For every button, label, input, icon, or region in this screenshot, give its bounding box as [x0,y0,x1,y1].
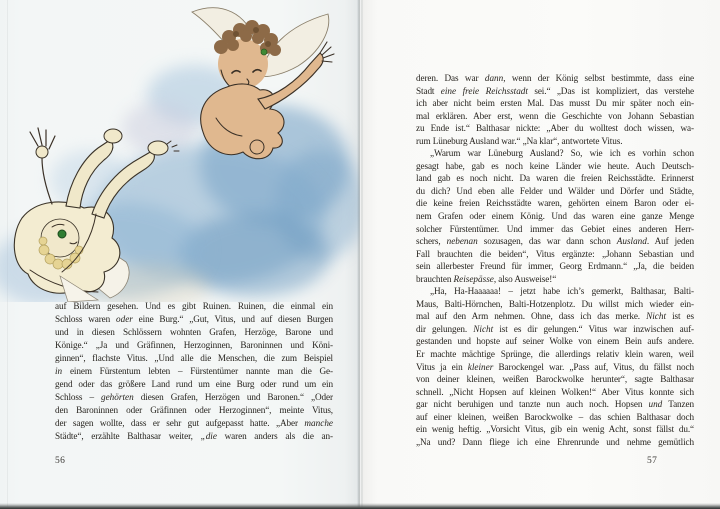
text-line: du dich? Und eben alle Felder und Wälder und Dörfer und Städte, [416,185,694,196]
text-line: in einem Fürstentum lebten – Fürstentümer nannte man die Ge- [55,366,333,376]
text-line: mal erklären. Aber erst, wenn die Geschichte von Johann Sebastian [416,110,694,121]
upper-cherub-fist [250,140,264,154]
text-line: den Baroninnen oder Gräfinnen oder Herzoginnen“, meinte Vitus, [55,405,333,415]
text-line: der sagen wollte, dass er sehr gut aufgepasst hatte. „Aber manche [55,418,333,428]
cherub-illustration [0,0,360,302]
text-line: schnell. „Nicht Hopsen auf kleinen Wolken!“ Aber Vitus konnte sich [416,386,694,397]
text-line: gesagt habe, gab es noch keine Länder wie heute. Auch Deutsch- [416,160,694,171]
text-line: Städte“, erzählte Balthasar weiter, „die waren anders als die an- [55,431,333,441]
lower-cherub-eye [58,230,66,238]
right-page [363,0,720,509]
lower-cherub-hand [36,146,48,158]
text-line: ein wenig heftig. „Vorsicht Vitus, gib ein wenig Acht, sonst fällst du.“ [416,424,694,435]
text-line: „Ha, Ha-Haaaaaa! – jetzt habe ich’s gemerkt, Balthasar, Balti- [430,286,694,297]
text-line: Vitus ja ein kleiner Barockengel war. „Pass auf, Vitus, du fällst noch [416,361,694,372]
left-page [0,0,359,509]
text-line: gend oder das größere Land rund um eine Burg oder rund um ein [55,379,333,389]
text-line: Schloss waren oder eine Burg.“ „Gut, Vitus, und auf diesen Burgen [55,314,333,324]
text-line: dir gelungen. Nicht ist es dir gelungen.“ Vitus war inzwischen auf- [416,323,694,334]
upper-cherub-hair-accent [261,49,267,55]
text-line: mal auf den Arm nehmen. Ohne, dass ich das merke. Nicht ist es [416,311,695,322]
text-line: die keine freien Reichsstädte waren, gehörten einem Baron oder ei- [416,198,694,209]
text-line: auf Bildern gesehen. Und es gibt Ruinen. Ruinen, die einmal ein [55,301,333,311]
lower-cherub-foot [148,141,168,155]
book-bottom-edge [0,503,720,509]
text-line: Könige.“ „Ja und Gräfinnen, Herzoginnen, Baroninnen und Köni- [55,340,333,350]
left-text-column [55,300,333,443]
text-line: Stadt eine freie Reichsstadt sei.“ „Das ist kompliziert, das verstehe [416,85,694,96]
text-line: „Na und? Dann fliege ich eine Ehrenrunde und nehme gemütlich [416,436,694,447]
text-line: brauchten Reisepässe, also Ausweise!“ [416,273,557,284]
text-line: land gab es noch nicht. Da waren die freien Reichsstädte. Erinnerst [416,173,694,184]
text-line: gar nicht beruhigen und tanzte nun auch noch. Hopsen und Tanzen [416,399,694,410]
text-line: Schloss – gehörten diesen Grafen, Herzögen und Baronen.“ „Oder [55,392,333,402]
text-line: Maus, Balti-Hörnchen, Balti-Hotzenplotz. Du willst mich wieder ein- [416,298,694,309]
text-line: Fall brauchten die beiden“, Vitus ergänzte: „Johann Sebastian und [416,248,694,259]
text-line: ich aber nicht beim ersten Mal. Das musst Du mir später noch ein- [416,98,694,109]
text-line: nem Grafen oder einem König. Und das waren eine ganze Menge [416,211,694,222]
text-line: „Warum war Lüneburg Ausland? So, wie ich es vorhin schon [430,148,694,159]
text-line: schers, nebenan sozusagen, das war dann schon Ausland. Auf jeden [416,236,694,247]
lower-cherub-foot [104,129,122,143]
text-line: rum Lüneburg Ausland war.“ „Na klar“, antwortete Vitus. [416,135,623,146]
text-line: sein allerbester Freund für immer, Georg Erdmann.“ „Ja, die beiden [416,261,694,272]
right-text-column [416,72,694,448]
page-number-right: 57 [647,456,658,466]
text-line: gestanden und hopste auf seiner Wolke von einem Bein aufs andere. [416,336,694,347]
text-line: von deiner kleinen, weißen Barockwolke herunter“, sagte Balthasar [416,374,694,385]
text-line: und in diesen Schlössern wohnten Grafen, Herzöge, Barone und [55,327,333,337]
text-line: zu Ende ist.“ Balthasar nickte: „Aber du wolltest doch wissen, wa- [416,123,694,134]
text-line: Er machte mächtige Sprünge, die allerdings relativ klein waren, weil [416,349,694,360]
text-line: solcher Fürstentümer. Und immer das Gebiet eines anderen Herr- [416,223,694,234]
text-line: deren. Das war dann, wenn der König selbst bestimmte, dass eine [416,73,695,83]
text-line: auf einer kleinen, weißen Barockwolke – das schien Balthasar doch [416,411,694,422]
text-line: ginnen“, flachste Vitus. „Und alle die Menschen, die zum Beispiel [55,353,333,363]
page-number-left: 56 [55,456,66,466]
